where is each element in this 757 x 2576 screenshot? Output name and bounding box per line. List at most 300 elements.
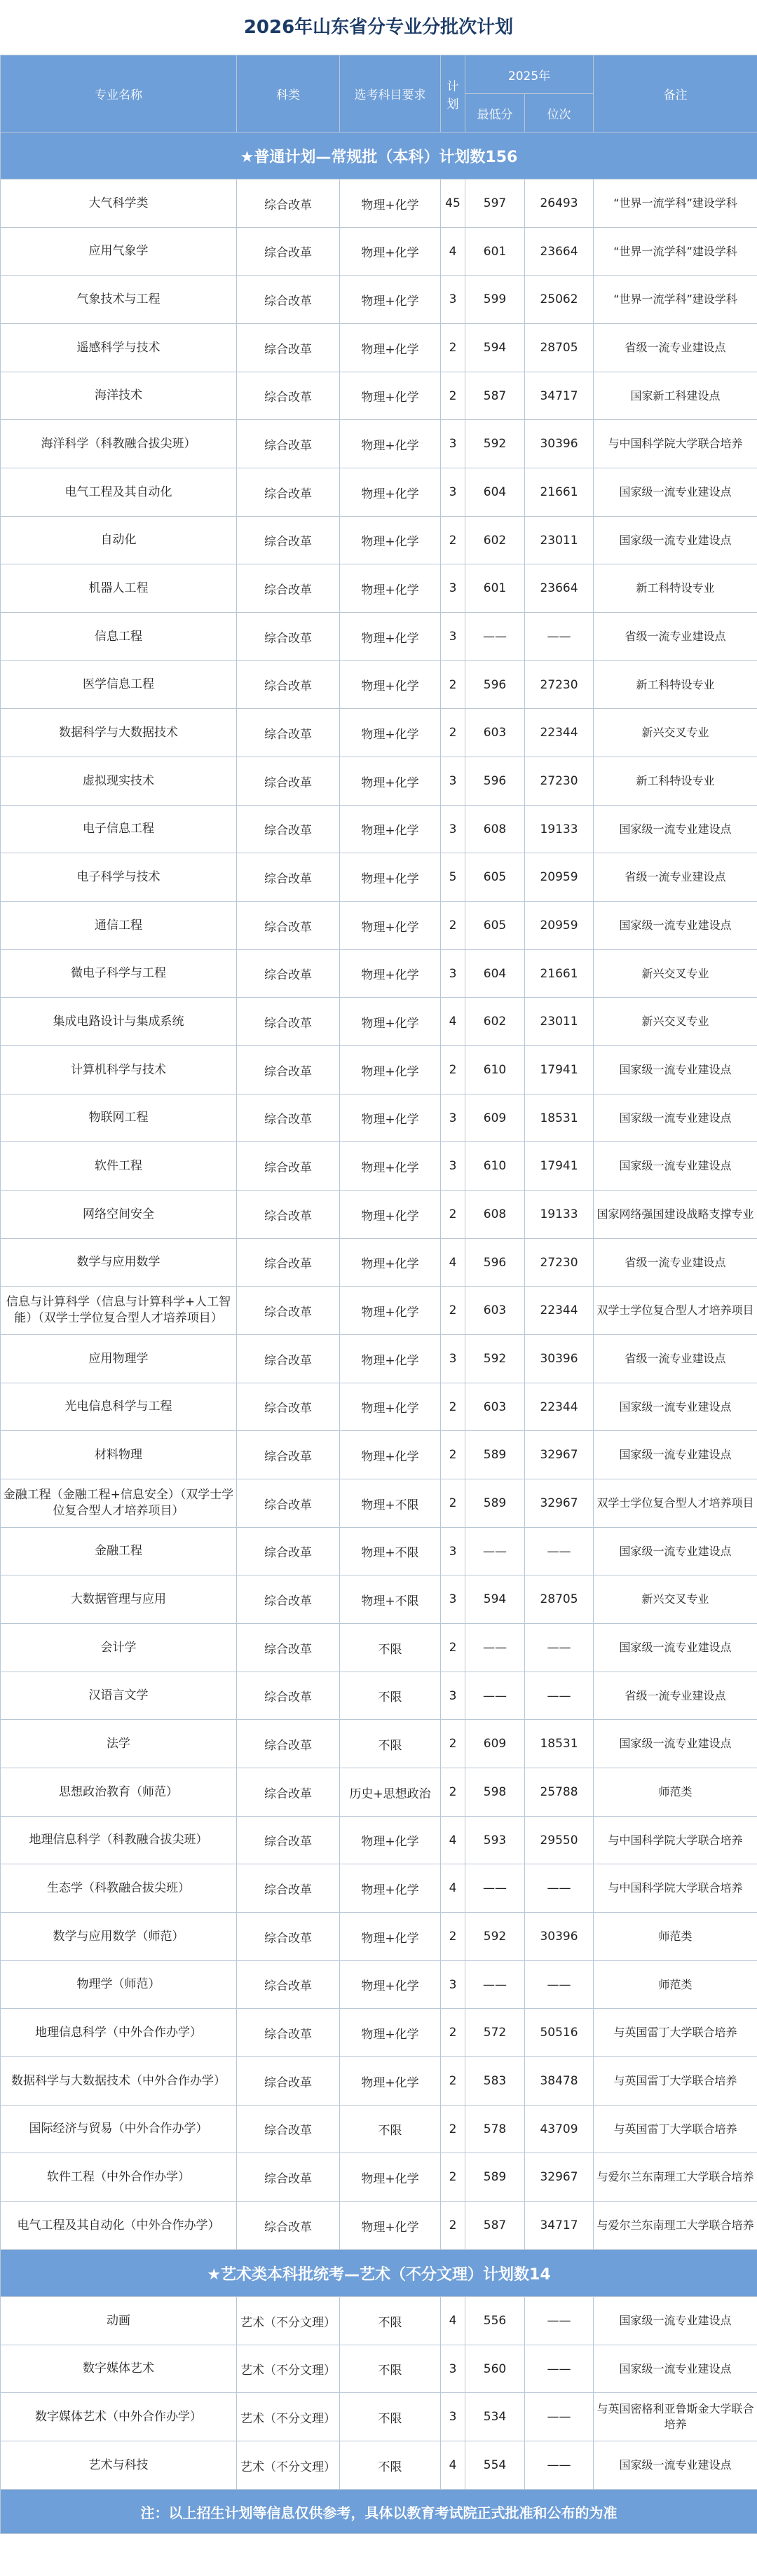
rank: 22344 [525, 1383, 594, 1431]
category: 综合改革 [237, 564, 340, 613]
table-row [1, 372, 757, 420]
major-name: 电子科学与技术 [1, 853, 237, 902]
min-score: 601 [465, 228, 525, 276]
major-name: 数字媒体艺术（中外合作办学） [1, 2393, 237, 2441]
category: 综合改革 [237, 517, 340, 564]
table-row [1, 276, 757, 324]
note: 新工科特设专业 [594, 757, 757, 806]
section-header-art [1, 2250, 757, 2297]
table-row [1, 1768, 757, 1817]
subject-requirement: 物理+化学 [340, 1961, 441, 2009]
min-score: 587 [465, 2202, 525, 2250]
min-score: —— [465, 1961, 525, 2009]
rank: 20959 [525, 902, 594, 950]
major-name: 法学 [1, 1720, 237, 1768]
plan-count: 3 [441, 806, 465, 853]
note: “世界一流学科”建设学科 [594, 228, 757, 276]
min-score: —— [465, 1624, 525, 1672]
plan-count: 2 [441, 2057, 465, 2106]
rank: 23011 [525, 998, 594, 1046]
subject-requirement: 物理+化学 [340, 2057, 441, 2106]
rank: 27230 [525, 1239, 594, 1287]
min-score: 610 [465, 1046, 525, 1094]
rank: 22344 [525, 1287, 594, 1335]
subject-requirement: 历史+思想政治 [340, 1768, 441, 1817]
note: 与中国科学院大学联合培养 [594, 420, 757, 468]
min-score: 602 [465, 517, 525, 564]
category: 综合改革 [237, 2057, 340, 2106]
subject-requirement: 物理+化学 [340, 564, 441, 613]
table-row [1, 2202, 757, 2250]
table-row [1, 2106, 757, 2153]
plan-count: 2 [441, 902, 465, 950]
major-name: 数学与应用数学（师范） [1, 1913, 237, 1961]
rank: 26493 [525, 179, 594, 228]
note: 与英国雷丁大学联合培养 [594, 2009, 757, 2057]
section-title: ★普通计划—常规批（本科）计划数156 [1, 133, 757, 179]
category: 综合改革 [237, 1961, 340, 2009]
rank: 32967 [525, 2153, 594, 2202]
header-category: 科类 [237, 55, 340, 133]
category: 综合改革 [237, 1094, 340, 1142]
major-name: 数学与应用数学 [1, 1239, 237, 1287]
min-score: 598 [465, 1768, 525, 1817]
major-name: 微电子科学与工程 [1, 950, 237, 998]
plan-count: 2 [441, 1287, 465, 1335]
table-row [1, 902, 757, 950]
note: 双学士学位复合型人才培养项目 [594, 1287, 757, 1335]
note: 与爱尔兰东南理工大学联合培养 [594, 2153, 757, 2202]
rank: 22344 [525, 709, 594, 757]
header-name: 专业名称 [1, 55, 237, 133]
plan-count: 2 [441, 1720, 465, 1768]
note: 与英国雷丁大学联合培养 [594, 2057, 757, 2106]
note: “世界一流学科”建设学科 [594, 179, 757, 228]
category: 综合改革 [237, 950, 340, 998]
plan-table [0, 55, 757, 2534]
note: 省级一流专业建设点 [594, 1335, 757, 1383]
major-name: 思想政治教育（师范） [1, 1768, 237, 1817]
min-score: 603 [465, 709, 525, 757]
major-name: 大气科学类 [1, 179, 237, 228]
min-score: 596 [465, 757, 525, 806]
subject-requirement: 物理+化学 [340, 757, 441, 806]
plan-count: 4 [441, 228, 465, 276]
note: 国家级一流专业建设点 [594, 517, 757, 564]
min-score: 604 [465, 468, 525, 517]
major-name: 软件工程 [1, 1142, 237, 1191]
plan-count: 4 [441, 2441, 465, 2490]
note: 与英国雷丁大学联合培养 [594, 2106, 757, 2153]
subject-requirement: 物理+化学 [340, 1864, 441, 1913]
major-name: 地理信息科学（中外合作办学） [1, 2009, 237, 2057]
category: 综合改革 [237, 2202, 340, 2250]
rank: 27230 [525, 757, 594, 806]
table-row [1, 1720, 757, 1768]
rank: 32967 [525, 1479, 594, 1528]
category: 综合改革 [237, 806, 340, 853]
table-row [1, 950, 757, 998]
min-score: 608 [465, 1191, 525, 1239]
table-row [1, 757, 757, 806]
min-score: 534 [465, 2393, 525, 2441]
major-name: 信息工程 [1, 613, 237, 661]
min-score: —— [465, 613, 525, 661]
table-header [1, 55, 757, 133]
note: 国家级一流专业建设点 [594, 806, 757, 853]
min-score: 602 [465, 998, 525, 1046]
plan-count: 3 [441, 1094, 465, 1142]
category: 综合改革 [237, 757, 340, 806]
table-row [1, 853, 757, 902]
min-score: 605 [465, 853, 525, 902]
major-name: 电子信息工程 [1, 806, 237, 853]
table-row [1, 998, 757, 1046]
subject-requirement: 不限 [340, 2106, 441, 2153]
category: 综合改革 [237, 420, 340, 468]
major-name: 海洋科学（科教融合拔尖班） [1, 420, 237, 468]
note: 省级一流专业建设点 [594, 1239, 757, 1287]
header-min-score: 最低分 [465, 94, 525, 133]
major-name: 通信工程 [1, 902, 237, 950]
header-note: 备注 [594, 55, 757, 133]
major-name: 信息与计算科学（信息与计算科学+人工智能）（双学士学位复合型人才培养项目） [1, 1287, 237, 1335]
category: 综合改革 [237, 228, 340, 276]
rank: 30396 [525, 420, 594, 468]
category: 综合改革 [237, 709, 340, 757]
plan-count: 2 [441, 709, 465, 757]
table-row [1, 1817, 757, 1864]
table-row [1, 709, 757, 757]
table-row [1, 1287, 757, 1335]
plan-count: 4 [441, 998, 465, 1046]
table-row [1, 2393, 757, 2441]
min-score: 603 [465, 1287, 525, 1335]
min-score: 596 [465, 661, 525, 709]
plan-count: 2 [441, 372, 465, 420]
min-score: 589 [465, 1431, 525, 1479]
min-score: 556 [465, 2297, 525, 2345]
header-rank: 位次 [525, 94, 594, 133]
plan-count: 3 [441, 2345, 465, 2393]
major-name: 遥感科学与技术 [1, 324, 237, 372]
rank: 50516 [525, 2009, 594, 2057]
subject-requirement: 物理+化学 [340, 2009, 441, 2057]
category: 综合改革 [237, 1768, 340, 1817]
subject-requirement: 不限 [340, 1672, 441, 1720]
table-row [1, 1672, 757, 1720]
min-score: 604 [465, 950, 525, 998]
rank: 34717 [525, 2202, 594, 2250]
note: 新兴交叉专业 [594, 998, 757, 1046]
note: 师范类 [594, 1961, 757, 2009]
table-row [1, 2009, 757, 2057]
subject-requirement: 物理+化学 [340, 709, 441, 757]
category: 综合改革 [237, 1672, 340, 1720]
note: 国家级一流专业建设点 [594, 2345, 757, 2393]
table-row [1, 1624, 757, 1672]
subject-requirement: 物理+不限 [340, 1575, 441, 1624]
rank: 32967 [525, 1431, 594, 1479]
plan-count: 2 [441, 517, 465, 564]
major-name: 计算机科学与技术 [1, 1046, 237, 1094]
major-name: 物理学（师范） [1, 1961, 237, 2009]
note: 国家级一流专业建设点 [594, 1094, 757, 1142]
major-name: 数据科学与大数据技术 [1, 709, 237, 757]
rank: 30396 [525, 1913, 594, 1961]
rank: —— [525, 2297, 594, 2345]
plan-count: 4 [441, 2297, 465, 2345]
plan-count: 3 [441, 1142, 465, 1191]
plan-count: 2 [441, 1046, 465, 1094]
rank: 25788 [525, 1768, 594, 1817]
min-score: 592 [465, 420, 525, 468]
min-score: 593 [465, 1817, 525, 1864]
subject-requirement: 物理+化学 [340, 228, 441, 276]
subject-requirement: 物理+化学 [340, 950, 441, 998]
table-row [1, 2441, 757, 2490]
category: 综合改革 [237, 1479, 340, 1528]
major-name: 动画 [1, 2297, 237, 2345]
category: 综合改革 [237, 1864, 340, 1913]
subject-requirement: 物理+不限 [340, 1479, 441, 1528]
category: 综合改革 [237, 661, 340, 709]
page-title: 2026年山东省分专业分批次计划 [0, 0, 757, 55]
category: 综合改革 [237, 902, 340, 950]
min-score: 589 [465, 1479, 525, 1528]
table-row [1, 1335, 757, 1383]
plan-count: 4 [441, 1864, 465, 1913]
subject-requirement: 物理+化学 [340, 372, 441, 420]
note: 国家级一流专业建设点 [594, 902, 757, 950]
plan-count: 3 [441, 613, 465, 661]
note: 新兴交叉专业 [594, 709, 757, 757]
rank: 34717 [525, 372, 594, 420]
min-score: —— [465, 1864, 525, 1913]
rank: 17941 [525, 1142, 594, 1191]
rank: 27230 [525, 661, 594, 709]
note: “世界一流学科”建设学科 [594, 276, 757, 324]
rank: 43709 [525, 2106, 594, 2153]
rank: 20959 [525, 853, 594, 902]
plan-count: 2 [441, 1624, 465, 1672]
note: 省级一流专业建设点 [594, 853, 757, 902]
rank: —— [525, 1672, 594, 1720]
note: 师范类 [594, 1913, 757, 1961]
category: 艺术（不分文理） [237, 2441, 340, 2490]
major-name: 光电信息科学与工程 [1, 1383, 237, 1431]
category: 综合改革 [237, 179, 340, 228]
min-score: 609 [465, 1094, 525, 1142]
table-row [1, 2153, 757, 2202]
rank: 23664 [525, 564, 594, 613]
plan-count: 2 [441, 2106, 465, 2153]
note: 新工科特设专业 [594, 661, 757, 709]
major-name: 物联网工程 [1, 1094, 237, 1142]
major-name: 生态学（科教融合拔尖班） [1, 1864, 237, 1913]
note: 师范类 [594, 1768, 757, 1817]
subject-requirement: 不限 [340, 2393, 441, 2441]
major-name: 应用物理学 [1, 1335, 237, 1383]
subject-requirement: 物理+化学 [340, 179, 441, 228]
category: 综合改革 [237, 2009, 340, 2057]
subject-requirement: 物理+不限 [340, 1528, 441, 1575]
plan-count: 2 [441, 2153, 465, 2202]
table-row [1, 1575, 757, 1624]
note: 国家新工科建设点 [594, 372, 757, 420]
table-row [1, 228, 757, 276]
subject-requirement: 物理+化学 [340, 998, 441, 1046]
subject-requirement: 物理+化学 [340, 2202, 441, 2250]
table-row [1, 324, 757, 372]
rank: 21661 [525, 468, 594, 517]
table-row [1, 564, 757, 613]
rank: 28705 [525, 324, 594, 372]
plan-count: 3 [441, 1961, 465, 2009]
plan-count: 4 [441, 1817, 465, 1864]
footer-text: 注：以上招生计划等信息仅供参考，具体以教育考试院正式批准和公布的为准 [1, 2490, 757, 2534]
plan-count: 2 [441, 1913, 465, 1961]
note: 省级一流专业建设点 [594, 613, 757, 661]
table-row [1, 420, 757, 468]
rank: 18531 [525, 1094, 594, 1142]
category: 综合改革 [237, 613, 340, 661]
plan-count: 3 [441, 564, 465, 613]
plan-count: 3 [441, 468, 465, 517]
subject-requirement: 物理+化学 [340, 613, 441, 661]
plan-count: 3 [441, 1575, 465, 1624]
subject-requirement: 物理+化学 [340, 1335, 441, 1383]
rank: 23664 [525, 228, 594, 276]
major-name: 汉语言文学 [1, 1672, 237, 1720]
min-score: —— [465, 1528, 525, 1575]
header-year: 2025年 [465, 55, 594, 94]
rank: 38478 [525, 2057, 594, 2106]
note: 国家网络强国建设战略支撑专业 [594, 1191, 757, 1239]
subject-requirement: 物理+化学 [340, 1094, 441, 1142]
min-score: 583 [465, 2057, 525, 2106]
plan-count: 5 [441, 853, 465, 902]
table-row [1, 613, 757, 661]
major-name: 网络空间安全 [1, 1191, 237, 1239]
note: 与中国科学院大学联合培养 [594, 1864, 757, 1913]
major-name: 气象技术与工程 [1, 276, 237, 324]
min-score: 596 [465, 1239, 525, 1287]
plan-count: 2 [441, 324, 465, 372]
subject-requirement: 物理+化学 [340, 1142, 441, 1191]
category: 综合改革 [237, 1383, 340, 1431]
table-row [1, 1239, 757, 1287]
rank: 19133 [525, 1191, 594, 1239]
note: 国家级一流专业建设点 [594, 2441, 757, 2490]
category: 综合改革 [237, 1239, 340, 1287]
subject-requirement: 不限 [340, 1720, 441, 1768]
category: 艺术（不分文理） [237, 2297, 340, 2345]
note: 国家级一流专业建设点 [594, 468, 757, 517]
table-row [1, 806, 757, 853]
subject-requirement: 物理+化学 [340, 853, 441, 902]
table-row [1, 179, 757, 228]
major-name: 数据科学与大数据技术（中外合作办学） [1, 2057, 237, 2106]
min-score: 592 [465, 1913, 525, 1961]
major-name: 大数据管理与应用 [1, 1575, 237, 1624]
subject-requirement: 物理+化学 [340, 324, 441, 372]
table-row [1, 1046, 757, 1094]
table-row [1, 1479, 757, 1528]
category: 综合改革 [237, 1913, 340, 1961]
rank: —— [525, 2441, 594, 2490]
note: 国家级一流专业建设点 [594, 2297, 757, 2345]
table-row [1, 661, 757, 709]
table-row [1, 1913, 757, 1961]
rank: —— [525, 2345, 594, 2393]
min-score: 594 [465, 1575, 525, 1624]
plan-count: 3 [441, 757, 465, 806]
subject-requirement: 物理+化学 [340, 1383, 441, 1431]
table-row [1, 1961, 757, 2009]
note: 国家级一流专业建设点 [594, 1624, 757, 1672]
rank: 17941 [525, 1046, 594, 1094]
rank: 30396 [525, 1335, 594, 1383]
major-name: 虚拟现实技术 [1, 757, 237, 806]
table-row [1, 1191, 757, 1239]
category: 综合改革 [237, 1575, 340, 1624]
note: 新兴交叉专业 [594, 1575, 757, 1624]
note: 省级一流专业建设点 [594, 1672, 757, 1720]
category: 综合改革 [237, 2106, 340, 2153]
plan-count: 4 [441, 1239, 465, 1287]
major-name: 电气工程及其自动化 [1, 468, 237, 517]
min-score: 592 [465, 1335, 525, 1383]
plan-count: 3 [441, 1335, 465, 1383]
major-name: 集成电路设计与集成系统 [1, 998, 237, 1046]
category: 综合改革 [237, 1142, 340, 1191]
plan-count: 2 [441, 661, 465, 709]
subject-requirement: 物理+化学 [340, 1046, 441, 1094]
plan-count: 3 [441, 1528, 465, 1575]
table-row [1, 468, 757, 517]
major-name: 数字媒体艺术 [1, 2345, 237, 2393]
plan-count: 3 [441, 420, 465, 468]
note: 与爱尔兰东南理工大学联合培养 [594, 2202, 757, 2250]
major-name: 会计学 [1, 1624, 237, 1672]
major-name: 材料物理 [1, 1431, 237, 1479]
plan-count: 2 [441, 1191, 465, 1239]
plan-count: 45 [441, 179, 465, 228]
section-title: ★艺术类本科批统考—艺术（不分文理）计划数14 [1, 2250, 757, 2297]
note: 双学士学位复合型人才培养项目 [594, 1479, 757, 1528]
subject-requirement: 物理+化学 [340, 902, 441, 950]
subject-requirement: 物理+化学 [340, 2153, 441, 2202]
subject-requirement: 物理+化学 [340, 276, 441, 324]
rank: 29550 [525, 1817, 594, 1864]
subject-requirement: 物理+化学 [340, 1287, 441, 1335]
subject-requirement: 不限 [340, 2441, 441, 2490]
min-score: 609 [465, 1720, 525, 1768]
subject-requirement: 物理+化学 [340, 1191, 441, 1239]
min-score: 572 [465, 2009, 525, 2057]
table-row [1, 2297, 757, 2345]
subject-requirement: 物理+化学 [340, 1913, 441, 1961]
min-score: 610 [465, 1142, 525, 1191]
major-name: 金融工程 [1, 1528, 237, 1575]
category: 综合改革 [237, 2153, 340, 2202]
major-name: 金融工程（金融工程+信息安全）（双学士学位复合型人才培养项目） [1, 1479, 237, 1528]
min-score: 587 [465, 372, 525, 420]
subject-requirement: 不限 [340, 1624, 441, 1672]
header-plan: 计划 [441, 55, 465, 133]
note: 新工科特设专业 [594, 564, 757, 613]
